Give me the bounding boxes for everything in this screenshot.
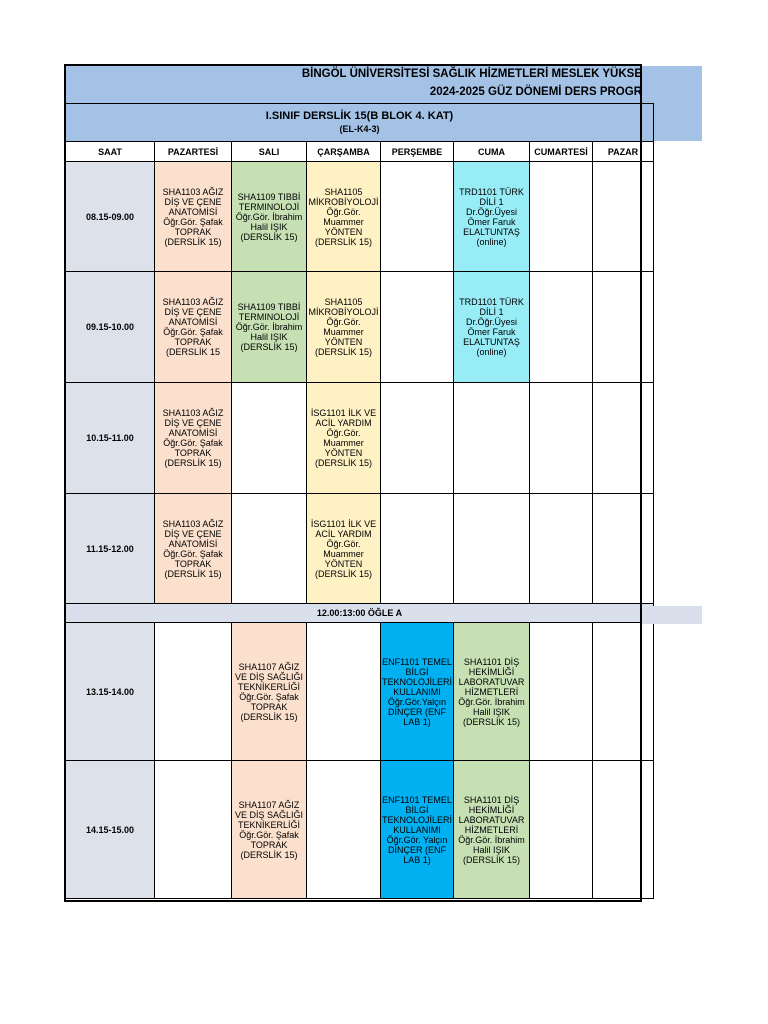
time-cell: 11.15-12.00 (66, 494, 155, 604)
time-cell: 08.15-09.00 (66, 162, 155, 272)
course-cell: SHA1101 DİŞ HEKİMLİĞİ LABORATUVAR HİZMETLERİ Öğr.Gör. İbrahim Halil IŞIK (DERSLİK 15) (454, 761, 530, 899)
course-cell (381, 494, 454, 604)
table-row (66, 623, 654, 761)
col-header-pazar: PAZAR (593, 142, 654, 162)
title-line-2: 2024-2025 GÜZ DÖNEMİ DERS PROGR (429, 86, 642, 98)
col-header-saat: SAAT (66, 142, 155, 162)
col-header-sali: SALI (232, 142, 307, 162)
course-cell (155, 761, 232, 899)
lunch-row (66, 604, 654, 623)
course-cell (454, 494, 530, 604)
course-cell (530, 623, 593, 761)
course-cell (307, 761, 381, 899)
course-cell (593, 162, 654, 272)
course-cell (593, 494, 654, 604)
table-row (66, 494, 654, 604)
course-cell: SHA1103 AĞIZ DİŞ VE ÇENE ANATOMİSİ Öğr.Gör. Şafak TOPRAK (DERSLİK 15 (155, 272, 232, 383)
course-cell: SHA1105 MİKROBİYOLOJİ Öğr.Gör. Muammer YÖNTEN (DERSLİK 15) (307, 162, 381, 272)
course-cell: SHA1103 AĞIZ DİŞ VE ÇENE ANATOMİSİ Öğr.Gör. Şafak TOPRAK (DERSLİK 15) (155, 494, 232, 604)
course-cell: TRD1101 TÜRK DİLİ 1 Dr.Öğr.Üyesi Ömer Faruk ELALTUNTAŞ (online) (454, 162, 530, 272)
col-header-pazartesi: PAZARTESİ (155, 142, 232, 162)
col-header-cumartesi: CUMARTESİ (530, 142, 593, 162)
course-cell (530, 272, 593, 383)
schedule-table (65, 103, 654, 899)
course-cell (381, 383, 454, 494)
course-cell: TRD1101 TÜRK DİLİ 1 Dr.Öğr.Üyesi Ömer Faruk ELALTUNTAŞ (online) (454, 272, 530, 383)
course-cell (593, 272, 654, 383)
course-cell: ENF1101 TEMEL BİLGİ TEKNOLOJİLERİ KULLANIMI Öğr.Gör. Yalçın DİNÇER (ENF LAB 1) (381, 761, 454, 899)
class-code: (EL-K4-3) (339, 124, 380, 134)
course-cell (381, 162, 454, 272)
course-cell: ENF1101 TEMEL BİLGİ TEKNOLOJİLERİ KULLANIMI Öğr.Gör.Yalçın DİNÇER (ENF LAB 1) (381, 623, 454, 761)
course-cell (593, 383, 654, 494)
table-row (66, 162, 654, 272)
course-cell: SHA1103 AĞIZ DİŞ VE ÇENE ANATOMİSİ Öğr.Gör. Şafak TOPRAK (DERSLİK 15) (155, 162, 232, 272)
col-header-carsamba: ÇARŞAMBA (307, 142, 381, 162)
time-cell: 13.15-14.00 (66, 623, 155, 761)
class-title: I.SINIF DERSLİK 15(B BLOK 4. KAT) (265, 110, 454, 122)
time-cell: 10.15-11.00 (66, 383, 155, 494)
course-cell: SHA1109 TIBBİ TERMINOLOJİ Öğr.Gör. İbrahim Halil IŞIK (DERSLİK 15) (232, 162, 307, 272)
table-row (66, 761, 654, 899)
title-area (66, 66, 642, 103)
course-cell (454, 383, 530, 494)
title-line-1: BİNGÖL ÜNİVERSİTESİ SAĞLIK HİZMETLERİ MESLEK YÜKSE (301, 68, 642, 80)
course-cell: SHA1107 AĞIZ VE DİŞ SAĞLIĞI TEKNİKERLİĞİ Öğr.Gör. Şafak TOPRAK (DERSLİK 15) (232, 623, 307, 761)
course-cell (530, 494, 593, 604)
course-cell: SHA1103 AĞIZ DİŞ VE ÇENE ANATOMİSİ Öğr.Gör. Şafak TOPRAK (DERSLİK 15) (155, 383, 232, 494)
col-header-cuma: CUMA (454, 142, 530, 162)
course-cell (381, 272, 454, 383)
course-cell (155, 623, 232, 761)
course-cell: SHA1105 MİKROBİYOLOJİ Öğr.Gör. Muammer YÖNTEN (DERSLİK 15) (307, 272, 381, 383)
course-cell (232, 494, 307, 604)
course-cell (593, 761, 654, 899)
table-row (66, 272, 654, 383)
table-row (66, 383, 654, 494)
course-cell: SHA1109 TIBBİ TERMINOLOJİ Öğr.Gör. İbrahim Halil IŞIK (DERSLİK 15) (232, 272, 307, 383)
time-cell: 14.15-15.00 (66, 761, 155, 899)
day-header-row (66, 142, 654, 162)
col-header-persembe: PERŞEMBE (381, 142, 454, 162)
course-cell (530, 162, 593, 272)
course-cell: İSG1101 İLK VE ACİL YARDIM Öğr.Gör. Muammer YÖNTEN (DERSLİK 15) (307, 494, 381, 604)
lunch-break-label: 12.00:13:00 ÖĞLE A (66, 604, 654, 623)
course-cell (307, 623, 381, 761)
class-header-row (66, 104, 654, 142)
course-cell: SHA1101 DİŞ HEKİMLİĞİ LABORATUVAR HİZMETLERİ Öğr.Gör. İbrahim Halil IŞIK (DERSLİK 15) (454, 623, 530, 761)
course-cell: İSG1101 İLK VE ACİL YARDIM Öğr.Gör. Muammer YÖNTEN (DERSLİK 15) (307, 383, 381, 494)
course-cell (530, 383, 593, 494)
course-cell (232, 383, 307, 494)
time-cell: 09.15-10.00 (66, 272, 155, 383)
course-cell: SHA1107 AĞIZ VE DİŞ SAĞLIĞI TEKNİKERLİĞİ Öğr.Gör. Şafak TOPRAK (DERSLİK 15) (232, 761, 307, 899)
lunch-extension (642, 606, 702, 624)
course-cell (530, 761, 593, 899)
course-cell (593, 623, 654, 761)
